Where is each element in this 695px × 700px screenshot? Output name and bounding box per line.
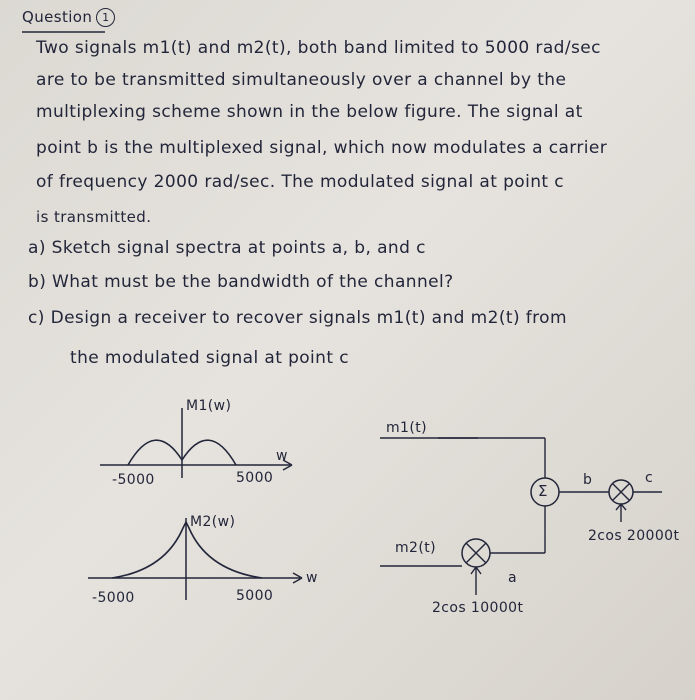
- point-c-label: c: [645, 470, 654, 486]
- statement-line-3: multiplexing scheme shown in the below figure. The signal at: [36, 102, 583, 122]
- spectrum-m1-axis: w: [276, 448, 288, 464]
- carrier-1-label: 2cos 10000t: [432, 600, 524, 616]
- statement-line-5: of frequency 2000 rad/sec. The modulated signal at point c: [36, 172, 565, 192]
- m1-signal-label: m1(t): [386, 420, 427, 436]
- spectrum-m2-tick-pos: 5000: [236, 588, 274, 604]
- point-b-label: b: [583, 472, 593, 488]
- question-title-text: Question: [22, 8, 93, 26]
- statement-line-1: Two signals m1(t) and m2(t), both band limited to 5000 rad/sec: [36, 38, 601, 58]
- spectrum-m1-tick-pos: 5000: [236, 470, 274, 486]
- statement-line-4: point b is the multiplexed signal, which now modulates a carrier: [36, 138, 608, 158]
- m2-signal-label: m2(t): [395, 540, 436, 556]
- spectrum-m1-label: M1(w): [186, 398, 232, 414]
- part-c-continued: the modulated signal at point c: [70, 348, 349, 368]
- part-b: b) What must be the bandwidth of the channel?: [28, 272, 454, 292]
- statement-line-6: is transmitted.: [36, 208, 152, 226]
- carrier-2-label: 2cos 20000t: [588, 528, 680, 544]
- point-a-label: a: [508, 570, 517, 586]
- question-number-badge: 1: [96, 8, 115, 27]
- part-c: c) Design a receiver to recover signals m1(t) and m2(t) from: [28, 308, 567, 328]
- spectrum-m1-tick-neg: -5000: [112, 472, 155, 488]
- statement-line-2: are to be transmitted simultaneously over a channel by the: [36, 70, 567, 90]
- spectrum-m2-tick-neg: -5000: [92, 590, 135, 606]
- spectrum-m2-axis: w: [306, 570, 318, 586]
- summer-symbol: Σ: [538, 482, 548, 500]
- spectrum-m2-label: M2(w): [190, 514, 236, 530]
- part-a: a) Sketch signal spectra at points a, b, and c: [28, 238, 426, 258]
